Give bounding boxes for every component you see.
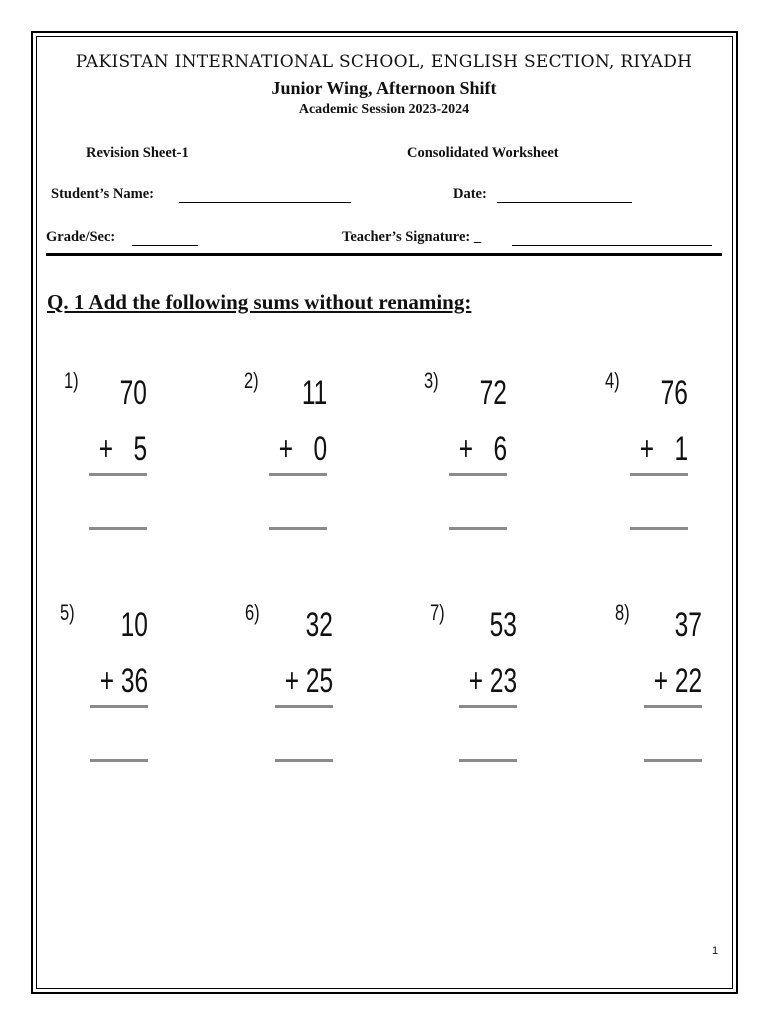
problem-addend: + 6: [458, 430, 507, 468]
student-name-field[interactable]: [179, 202, 351, 203]
grade-section-field[interactable]: [132, 245, 198, 246]
page-number: 1: [712, 945, 719, 957]
problem-addend: + 1: [639, 430, 688, 468]
problem-4: [0, 368, 688, 538]
worksheet-type-label: Consolidated Worksheet: [407, 145, 559, 161]
sum-line: [630, 473, 688, 476]
header-divider: [46, 253, 722, 256]
date-field[interactable]: [497, 202, 632, 203]
problem-top-number: 72: [479, 374, 507, 412]
answer-blank[interactable]: [644, 759, 702, 762]
academic-session: Academic Session 2023-2024: [298, 102, 470, 117]
problem-top-number: 53: [489, 606, 517, 644]
problem-addend: + 0: [278, 430, 327, 468]
problem-number: 5): [60, 600, 75, 625]
problem-top-number: 10: [120, 606, 148, 644]
problem-addend: + 36: [99, 662, 148, 700]
school-name: PAKISTAN INTERNATIONAL SCHOOL, ENGLISH SECTION, RIYADH: [75, 52, 693, 72]
problem-number: 1): [64, 368, 79, 393]
teacher-signature-field[interactable]: [512, 245, 712, 246]
problem-top-number: 11: [301, 374, 327, 412]
problem-addend: + 22: [653, 662, 702, 700]
problem-addend: + 23: [468, 662, 517, 700]
problem-addend: + 5: [98, 430, 147, 468]
problem-number: 2): [244, 368, 259, 393]
problem-number: 4): [605, 368, 620, 393]
problem-number: 8): [615, 600, 630, 625]
problem-8: [0, 600, 702, 770]
problem-number: 6): [245, 600, 260, 625]
problem-top-number: 32: [305, 606, 333, 644]
question-title: Q. 1 Add the following sums without renaming:: [47, 290, 472, 314]
grade-section-label: Grade/Sec:: [46, 229, 116, 245]
answer-blank[interactable]: [630, 527, 688, 530]
sum-line: [644, 705, 702, 708]
problem-number: 3): [424, 368, 439, 393]
problem-top-number: 70: [119, 374, 147, 412]
problem-top-number: 76: [660, 374, 688, 412]
problem-number: 7): [430, 600, 445, 625]
problem-addend: + 25: [284, 662, 333, 700]
student-name-label: Student’s Name:: [51, 186, 154, 202]
revision-sheet-label: Revision Sheet-1: [86, 145, 189, 161]
date-label: Date:: [453, 186, 487, 202]
wing-name: Junior Wing, Afternoon Shift: [271, 78, 497, 98]
problem-top-number: 37: [674, 606, 702, 644]
teacher-signature-label: Teacher’s Signature: _: [342, 229, 482, 245]
